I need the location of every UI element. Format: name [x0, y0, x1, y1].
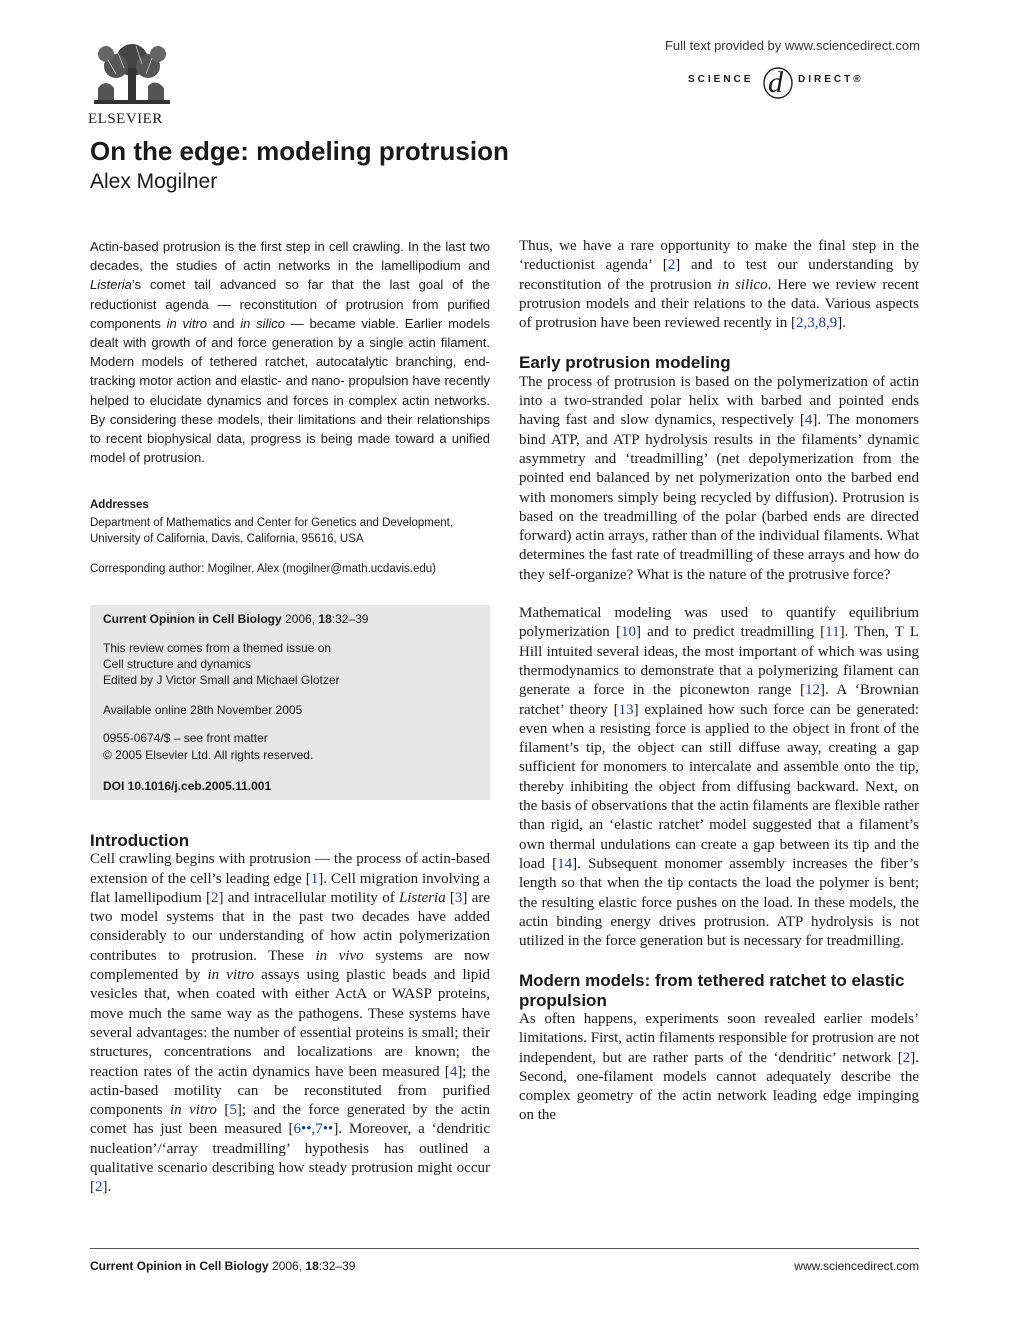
reference-link[interactable]: 2	[667, 257, 676, 274]
sd-logo-right: DIRECT®	[798, 74, 864, 85]
text-run: systems are now complemented by	[90, 947, 490, 984]
reference-link[interactable]: 4	[804, 412, 813, 429]
intro-paragraph	[90, 850, 490, 1197]
reference-link[interactable]: 1	[310, 870, 319, 887]
reference-link[interactable]: 11	[825, 624, 840, 641]
text-run: As often happens, experiments soon revealed earlier models’ limitations. First, actin filaments responsible for protrusion are not independent, but are rather parts of the ‘dendritic’ network [	[519, 1010, 919, 1066]
italic-text: Listeria	[398, 889, 446, 906]
text-run: ]; and the force generated by the actin comet has just been measured [	[90, 1102, 490, 1138]
text-run: ’s comet tail advanced so far that the last goal of the reductionist agenda — reconstitution of protrusion from purified components	[90, 277, 490, 331]
info-journal	[103, 612, 368, 626]
info-rights	[103, 730, 313, 764]
article-title: On the edge: modeling protrusion	[90, 136, 509, 166]
info-box	[90, 605, 490, 800]
publisher-name: ELSEVIER	[88, 111, 163, 127]
modern-paragraph-1	[519, 1010, 919, 1126]
article-author: Alex Mogilner	[90, 170, 218, 193]
abstract-text	[90, 237, 490, 467]
reference-link[interactable]: 12	[804, 682, 820, 699]
info-pages: :32–39	[331, 612, 369, 626]
text-run: [	[445, 889, 455, 906]
address-line-1: Department of Mathematics and Center for Genetics and Development,	[90, 517, 454, 529]
info-online: Available online 28th November 2005	[103, 703, 303, 717]
text-run: ]. Cell migration involving a flat lamellipodium [	[90, 870, 490, 906]
text-run: ] are two model systems that in the past two decades have added considerably to our understanding of how actin polymerization contributes to protrusion. These	[90, 889, 490, 964]
corresponding-author: Corresponding author: Mogilner, Alex (mogilner@math.ucdavis.edu)	[90, 563, 436, 575]
reference-link[interactable]: 2	[211, 889, 219, 906]
italic-text: in silico	[717, 276, 768, 293]
info-year: 2006,	[285, 612, 316, 626]
info-doi[interactable]: DOI 10.1016/j.ceb.2005.11.001	[103, 779, 272, 793]
text-run: ] and to predict treadmilling [	[635, 624, 826, 641]
early-paragraph-1	[519, 373, 919, 585]
reference-link[interactable]: 2,3,8,9	[795, 315, 838, 332]
elsevier-tree-icon	[86, 38, 178, 112]
footer-url[interactable]: www.sciencedirect.com	[794, 1259, 919, 1273]
text-run: assays using plastic beads and lipid vesicles that, when coated with either ActA or WASP proteins, move much the same way as the pathogens. These systems have several advantages: the number of essential proteins is small; their structures, concentrations and localizations are known; the reaction rates of the actin dynamics have been measured [	[90, 967, 490, 1080]
text-run: Cell crawling begins with protrusion — the process of actin-based extension of the cell’s leading edge [	[90, 851, 490, 887]
italic-text: in vitro	[207, 967, 255, 984]
footer-year: 2006,	[272, 1259, 303, 1273]
fulltext-link[interactable]: Full text provided by www.sciencedirect.com	[664, 38, 920, 53]
text-run: ]. Then, T L Hill intuited several ideas, the most important of which was using thermodynamics to demonstrate that a polymerizing filament can generate a force in the piconewton range [	[519, 624, 919, 699]
sd-logo-left: SCIENCE	[688, 74, 754, 85]
text-run: The process of protrusion is based on the polymerization of actin into a two-stranded polar helix with barbed and pointed ends having fast and slow dynamics, respectively [	[519, 373, 919, 429]
text-run: . Here we review recent protrusion models and their relations to the data. Various aspects of protrusion have been reviewed recently in [	[519, 276, 919, 332]
text-run: ]. The monomers bind ATP, and ATP hydrolysis results in the filaments’ dynamic asymmetry and ‘treadmilling’ (net depolymerization from the pointed end balanced by net polymerization onto the barbed end with monomers simply being recycled by diffusion). Protrusion is based on the treadmilling of the polar (barbed ends are directed forward) actin arrays, rather than of the individual filaments. What determines the fast rate of treadmilling of these arrays and how do they self-organize? What is the nature of the protrusive force?	[519, 412, 919, 583]
left-column-body	[90, 831, 490, 1198]
italic-text: Listeria	[90, 277, 132, 293]
addresses-heading: Addresses	[90, 499, 149, 511]
address-block	[90, 515, 490, 547]
text-run: ].	[837, 315, 846, 332]
reference-link[interactable]: 5	[229, 1102, 237, 1119]
text-run: Mathematical modeling was used to quantify equilibrium polymerization [	[519, 605, 919, 641]
info-copyright: © 2005 Elsevier Ltd. All rights reserved.	[103, 748, 314, 762]
reference-link[interactable]: 2	[95, 1179, 103, 1196]
heading-early-modeling: Early protrusion modeling	[519, 353, 731, 373]
reference-link[interactable]: 4	[449, 1063, 458, 1080]
info-volume: 18	[318, 612, 332, 626]
footer-journal-name: Current Opinion in Cell Biology	[90, 1259, 269, 1273]
text-run: and	[207, 315, 241, 331]
info-themed-1: This review comes from a themed issue on	[103, 641, 332, 655]
heading-modern-models: Modern models: from tethered ratchet to elastic propulsion	[519, 971, 905, 1010]
info-editors: Edited by J Victor Small and Michael Glotzer	[103, 673, 340, 687]
reference-link[interactable]: 3	[454, 889, 463, 906]
italic-text: in vitro	[166, 315, 208, 331]
reference-link[interactable]: 13	[618, 701, 634, 718]
footer-volume: 18	[305, 1259, 319, 1273]
text-run: ] and to test our understanding by reconstitution of the protrusion	[519, 257, 919, 293]
info-themed-2: Cell structure and dynamics	[103, 657, 252, 671]
reference-link[interactable]: 10	[620, 624, 636, 641]
heading-introduction: Introduction	[90, 831, 190, 850]
info-issn: 0955-0674/$ – see front matter	[103, 731, 268, 745]
address-line-2: University of California, Davis, California, 95616, USA	[90, 533, 364, 545]
info-themed	[103, 640, 340, 688]
text-run: ] and intracellular motility of	[218, 889, 399, 906]
intro-continued-paragraph	[519, 237, 919, 333]
footer-pages: :32–39	[318, 1259, 356, 1273]
text-run: [	[216, 1102, 230, 1119]
reference-link[interactable]: 2	[902, 1049, 911, 1066]
sciencedirect-logo[interactable]	[688, 64, 868, 104]
text-run: Actin-based protrusion is the first step in cell crawling. In the last two decades, the studies of actin networks in the lamellipodium and	[90, 239, 490, 274]
text-run: ]. Second, one-filament models cannot adequately describe the complex geometry of the actin network leading edge impinging on the	[519, 1049, 919, 1124]
text-run: — became viable. Earlier models dealt with growth of and force generation by a single actin filament. Modern models of tethered ratchet, autocatalytic branching, end-tracking motor action and elastic- and nano- propulsion have recently helped to elucidate dynamics and forces in complex actin networks. By considering these models, their limitations and their relationships to recent biophysical data, progress is being made toward a unified model of protrusion.	[90, 315, 491, 466]
text-run: Thus, we have a rare opportunity to make the final step in the ‘reductionist agenda’ [	[519, 238, 919, 274]
text-run: ]; the actin-based motility can be reconstituted from purified components	[90, 1063, 490, 1119]
sd-logo-mid: d	[768, 66, 783, 99]
info-journal-name: Current Opinion in Cell Biology	[103, 612, 282, 626]
footer-rule	[90, 1248, 919, 1249]
reference-link[interactable]: 14	[557, 855, 573, 872]
text-run: ].	[102, 1179, 112, 1196]
italic-text: in vitro	[169, 1102, 217, 1119]
abstract	[90, 237, 490, 467]
italic-text: in silico	[240, 315, 285, 331]
text-run: ]. Moreover, a ‘dendritic nucleation’/‘array treadmilling’ hypothesis has outlined a qualitative scenario describing how steady protrusion might occur [	[90, 1121, 490, 1196]
right-column-body	[519, 237, 919, 1126]
text-run: ]. Subsequent monomer assembly increases the fiber’s length so that when the tip contacts the load the polymer is bent; the resulting elastic force pushes on the load. In these models, the actin binding energy drives protrusion. ATP hydrolysis is not utilized in the force generation but is necessary for treadmilling.	[519, 855, 919, 950]
reference-link[interactable]: 6••,7••	[293, 1121, 334, 1138]
text-run: ]. A ‘Brownian ratchet’ theory [	[519, 682, 920, 718]
early-paragraph-2	[519, 604, 919, 951]
text-run: ] explained how such force can be generated: even when a resisting force is applied to the object in front of the filament’s tip, the object can still diffuse away, creating a gap sufficient for monomers to intercalate and assemble onto the tip, thereby inhibiting the object from diffusing backward. Next, on the basis of observations that the actin filaments are flexible rather than rigid, an ‘elastic ratchet’ model suggested that a filament’s own thermal undulations can create a gap between its tip and the load [	[519, 701, 919, 872]
footer-journal	[90, 1259, 355, 1273]
italic-text: in vivo	[315, 947, 364, 964]
